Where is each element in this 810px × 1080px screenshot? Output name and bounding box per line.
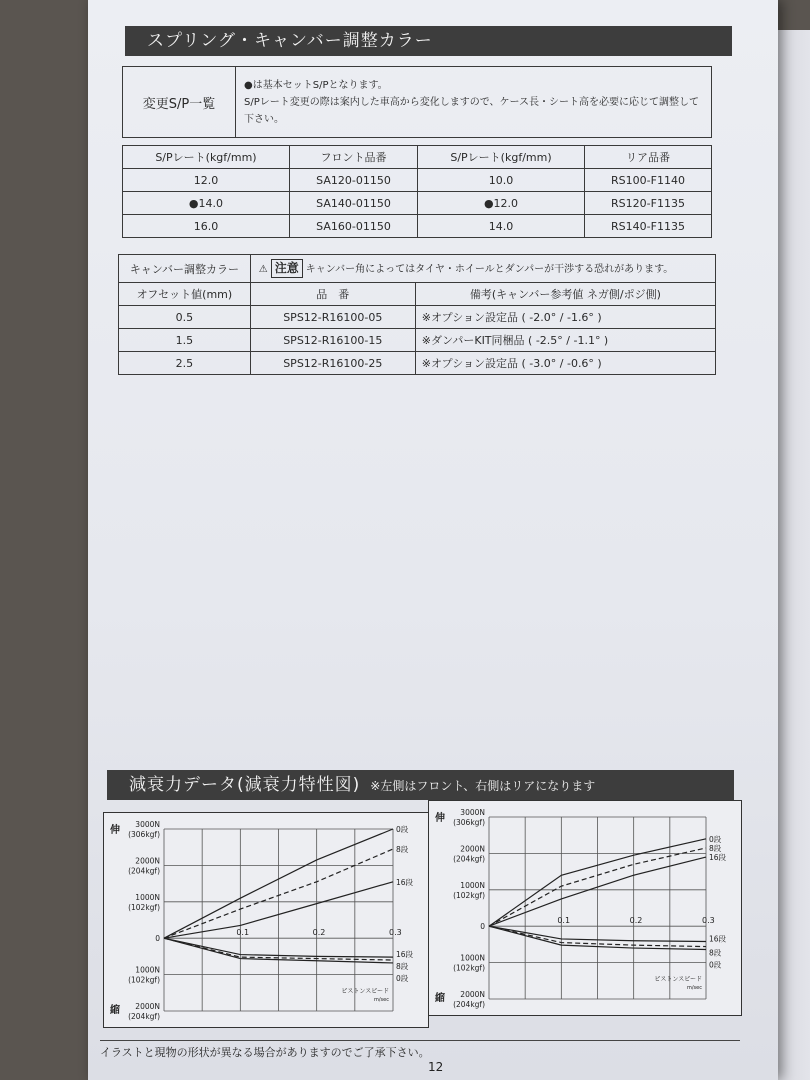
table-row bbox=[123, 215, 712, 238]
y-tick-label: 1000N bbox=[135, 965, 160, 975]
series-label: 0段 bbox=[709, 834, 722, 844]
series-label: 16段 bbox=[396, 877, 414, 887]
y-tick-label: (204kgf) bbox=[453, 1000, 485, 1009]
series-label: 8段 bbox=[709, 948, 722, 958]
page-number: 12 bbox=[428, 1060, 444, 1074]
table-cell: 12.0 bbox=[123, 169, 290, 192]
sp-note-1: ●は基本セットS/Pとなります。 bbox=[244, 79, 388, 91]
y-bottom-label: 縮 bbox=[110, 1005, 120, 1016]
x-tick-label: 0.3 bbox=[389, 928, 402, 938]
series-label: 8段 bbox=[396, 845, 409, 855]
section-note: ※左側はフロント、右側はリアになります bbox=[370, 779, 596, 793]
table-cell: SPS12-R16100-05 bbox=[250, 306, 415, 329]
footer-note: イラストと現物の形状が異なる場合がありますのでご了承下さい。 bbox=[100, 1046, 430, 1059]
y-tick-label: (204kgf) bbox=[453, 854, 485, 864]
table-cell: 2.5 bbox=[119, 352, 251, 375]
table-cell: ●12.0 bbox=[418, 192, 585, 215]
sp-list-header-table bbox=[122, 66, 712, 138]
camber-label: キャンバー調整カラー bbox=[119, 255, 251, 283]
warning-label: 注意 bbox=[271, 259, 303, 278]
x-tick-label: 0.3 bbox=[702, 916, 715, 926]
warning-icon: ⚠ bbox=[258, 264, 268, 275]
series-label: 16段 bbox=[709, 934, 727, 944]
y-tick-label: (204kgf) bbox=[128, 1012, 160, 1021]
table-cell: RS140-F1135 bbox=[584, 215, 711, 238]
y-tick-label: 2000N bbox=[135, 1002, 160, 1011]
y-tick-label: (306kgf) bbox=[128, 830, 160, 839]
table-row bbox=[123, 169, 712, 192]
x-tick-label: 0.2 bbox=[312, 928, 326, 938]
section-title-text: 減衰力データ(減衰力特性図) bbox=[129, 775, 361, 795]
y-tick-label: (102kgf) bbox=[453, 890, 485, 900]
table-cell: ●14.0 bbox=[123, 192, 290, 215]
y-tick-label: 1000N bbox=[460, 953, 485, 963]
table-cell: RS100-F1140 bbox=[584, 169, 711, 192]
table-cell: SA160-01150 bbox=[289, 215, 417, 238]
x-tick-label: 0.1 bbox=[557, 916, 571, 926]
header-cell: リア品番 bbox=[584, 146, 711, 169]
table-cell: ※ダンパーKIT同梱品 ( -2.5° / -1.1° ) bbox=[415, 329, 715, 352]
section-title-spring-camber bbox=[125, 26, 732, 56]
section-title-damping bbox=[107, 770, 734, 800]
table-cell: SA120-01150 bbox=[289, 169, 417, 192]
y-tick-label: 0 bbox=[480, 922, 485, 932]
y-tick-label: 0 bbox=[155, 934, 160, 944]
y-tick-label: (102kgf) bbox=[128, 902, 160, 912]
table-row bbox=[119, 352, 716, 375]
rear-chart-svg bbox=[429, 801, 741, 1015]
warning-text: キャンバー角によってはタイヤ・ホイールとダンパーが干渉する恐れがあります。 bbox=[305, 264, 674, 275]
y-tick-label: 2000N bbox=[135, 856, 160, 866]
table-cell: SPS12-R16100-15 bbox=[250, 329, 415, 352]
series-label: 8段 bbox=[709, 843, 722, 853]
table-cell: SA140-01150 bbox=[289, 192, 417, 215]
x-tick-label: 0.2 bbox=[629, 916, 643, 926]
x-axis-label: ピストンスピード bbox=[654, 976, 702, 983]
front-chart-svg bbox=[104, 813, 428, 1027]
camber-warning bbox=[250, 255, 715, 283]
y-tick-label: 2000N bbox=[460, 844, 485, 854]
y-top-label: 伸 bbox=[435, 813, 445, 824]
header-cell: S/Pレート(kgf/mm) bbox=[418, 146, 585, 169]
series-label: 0段 bbox=[709, 960, 722, 970]
x-axis-label: ピストンスピード bbox=[341, 988, 389, 995]
sp-note-2: S/Pレート変更の際は案内した車高から変化しますので、ケース長・シート高を必要に応じて調整して下さい。 bbox=[244, 96, 700, 125]
series-label: 16段 bbox=[396, 950, 414, 960]
x-tick-label: 0.1 bbox=[236, 928, 250, 938]
x-axis-unit: m/sec bbox=[687, 985, 702, 991]
header-cell: 備考(キャンバー参考値 ネガ側/ポジ側) bbox=[415, 283, 715, 306]
table-cell: ※オプション設定品 ( -2.0° / -1.6° ) bbox=[415, 306, 715, 329]
y-tick-label: 1000N bbox=[135, 892, 160, 902]
section-title-text: スプリング・キャンバー調整カラー bbox=[147, 31, 433, 51]
header-cell: S/Pレート(kgf/mm) bbox=[123, 146, 290, 169]
sp-list-notes bbox=[236, 67, 712, 138]
table-header-row bbox=[123, 146, 712, 169]
series-label: 0段 bbox=[396, 825, 409, 834]
table-row bbox=[119, 329, 716, 352]
table-header-row bbox=[119, 283, 716, 306]
table-cell: SPS12-R16100-25 bbox=[250, 352, 415, 375]
y-bottom-label: 縮 bbox=[435, 993, 445, 1004]
table-row bbox=[123, 192, 712, 215]
front-damping-chart bbox=[103, 812, 429, 1028]
footer-rule bbox=[100, 1040, 740, 1041]
y-tick-label: (102kgf) bbox=[128, 975, 160, 985]
header-cell: 品 番 bbox=[250, 283, 415, 306]
y-tick-label: 1000N bbox=[460, 880, 485, 890]
header-cell: フロント品番 bbox=[289, 146, 417, 169]
y-tick-label: (306kgf) bbox=[453, 818, 485, 827]
x-axis-unit: m/sec bbox=[374, 997, 389, 1003]
series-label: 0段 bbox=[396, 973, 409, 983]
y-tick-label: 2000N bbox=[460, 990, 485, 999]
y-tick-label: (102kgf) bbox=[453, 963, 485, 973]
table-cell: 1.5 bbox=[119, 329, 251, 352]
series-label: 8段 bbox=[396, 962, 409, 972]
y-tick-label: 3000N bbox=[135, 820, 160, 829]
table-row bbox=[119, 306, 716, 329]
table-cell: 10.0 bbox=[418, 169, 585, 192]
sp-list-label: 変更S/P一覧 bbox=[123, 67, 236, 138]
table-cell: ※オプション設定品 ( -3.0° / -0.6° ) bbox=[415, 352, 715, 375]
series-label: 16段 bbox=[709, 853, 727, 863]
table-cell: 0.5 bbox=[119, 306, 251, 329]
rear-damping-chart bbox=[428, 800, 742, 1016]
table-cell: 16.0 bbox=[123, 215, 290, 238]
camber-collar-table bbox=[118, 254, 716, 375]
header-cell: オフセット値(mm) bbox=[119, 283, 251, 306]
table-cell: RS120-F1135 bbox=[584, 192, 711, 215]
y-tick-label: (204kgf) bbox=[128, 866, 160, 876]
y-top-label: 伸 bbox=[110, 825, 120, 836]
sp-rate-table bbox=[122, 145, 712, 238]
table-cell: 14.0 bbox=[418, 215, 585, 238]
y-tick-label: 3000N bbox=[460, 808, 485, 817]
